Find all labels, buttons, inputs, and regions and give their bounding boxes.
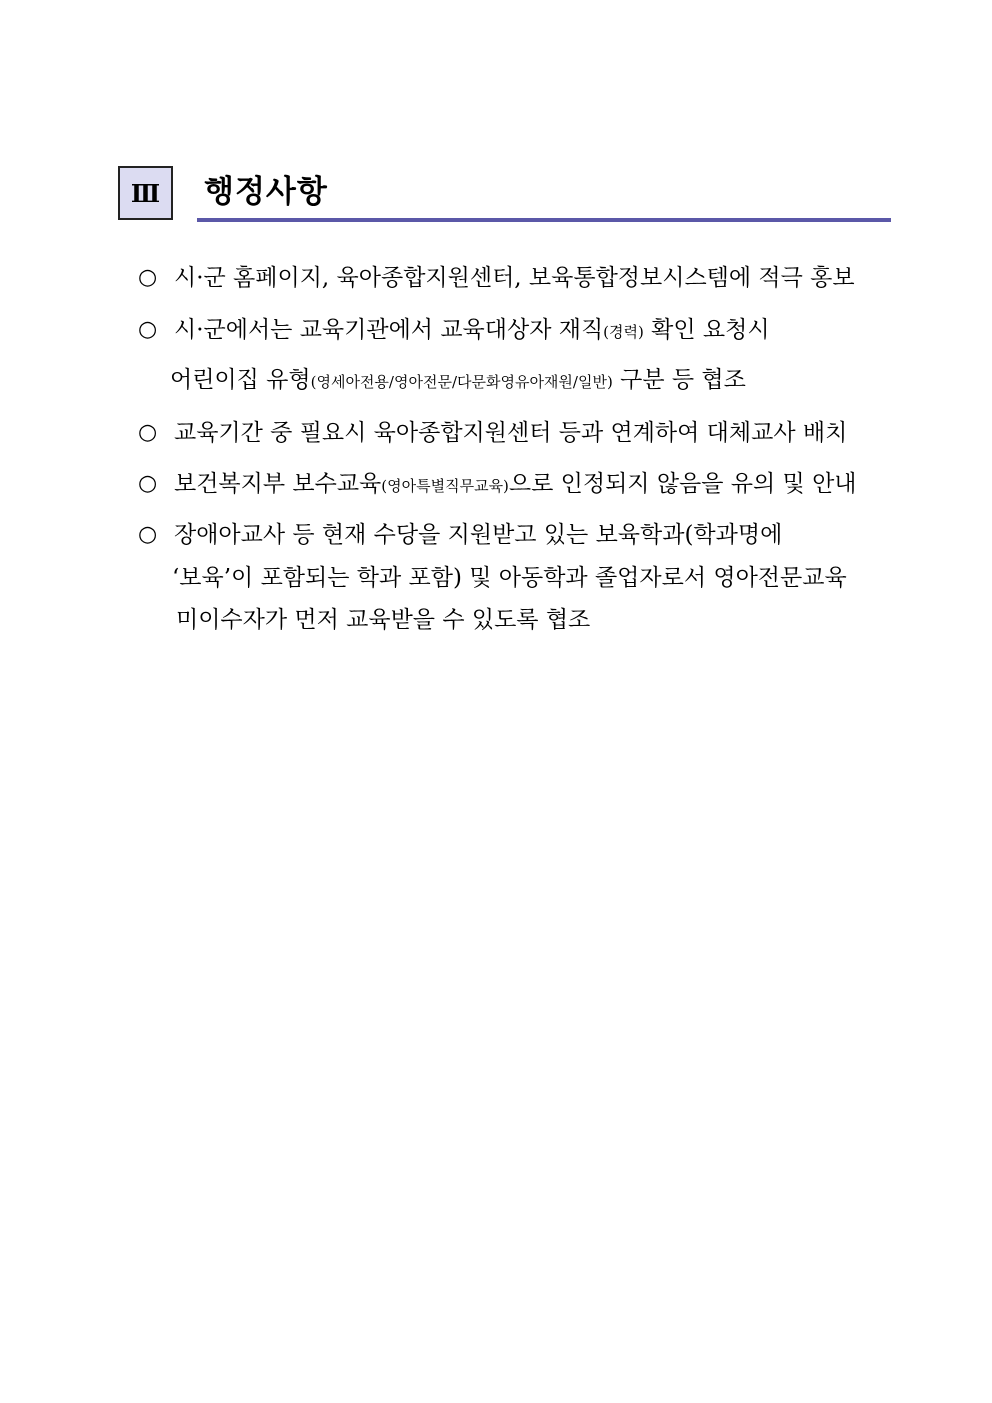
circle-bullet-icon: ○ — [138, 471, 158, 496]
section-title: 행정사항 — [204, 174, 328, 210]
item-text: 교육기간 중 필요시 육아종합지원센터 등과 연계하여 대체교사 배치 — [174, 420, 848, 446]
item-text-tail: 확인 요청시 — [643, 317, 770, 343]
item-note: (영세아전용/영아전문/다문화영유아재원/일반) — [310, 373, 613, 391]
item-text-line-2 — [170, 367, 746, 395]
item-text: 시·군 홈페이지, 육아종합지원센터, 보육통합정보시스템에 적극 홍보 — [174, 265, 855, 291]
item-text-line — [174, 471, 857, 499]
title-underline — [197, 218, 891, 222]
section-number-box — [118, 166, 173, 220]
circle-bullet-icon: ○ — [138, 420, 158, 445]
item-text-line-1: 장애아교사 등 현재 수당을 지원받고 있는 보육학과(학과명에 — [174, 522, 783, 548]
item-text: 보건복지부 보수교육 — [174, 471, 382, 497]
item-text-tail: 구분 등 협조 — [612, 367, 746, 393]
item-text: 시·군에서는 교육기관에서 교육대상자 재직 — [174, 317, 604, 343]
circle-bullet-icon: ○ — [138, 522, 158, 547]
item-text-line-2: ‘보육’이 포함되는 학과 포함) 및 아동학과 졸업자로서 영아전문교육 — [172, 565, 847, 591]
circle-bullet-icon: ○ — [138, 265, 158, 290]
item-text: 어린이집 유형 — [170, 367, 311, 393]
item-text-tail: 으로 인정되지 않음을 유의 및 안내 — [508, 471, 857, 497]
circle-bullet-icon: ○ — [138, 317, 158, 342]
item-note: (영아특별직무교육) — [381, 477, 509, 495]
item-note: (경력) — [603, 323, 644, 341]
item-text-line-3: 미이수자가 먼저 교육받을 수 있도록 협조 — [176, 607, 591, 633]
item-text-line-1 — [174, 317, 770, 345]
section-number: Ⅲ — [130, 178, 161, 208]
